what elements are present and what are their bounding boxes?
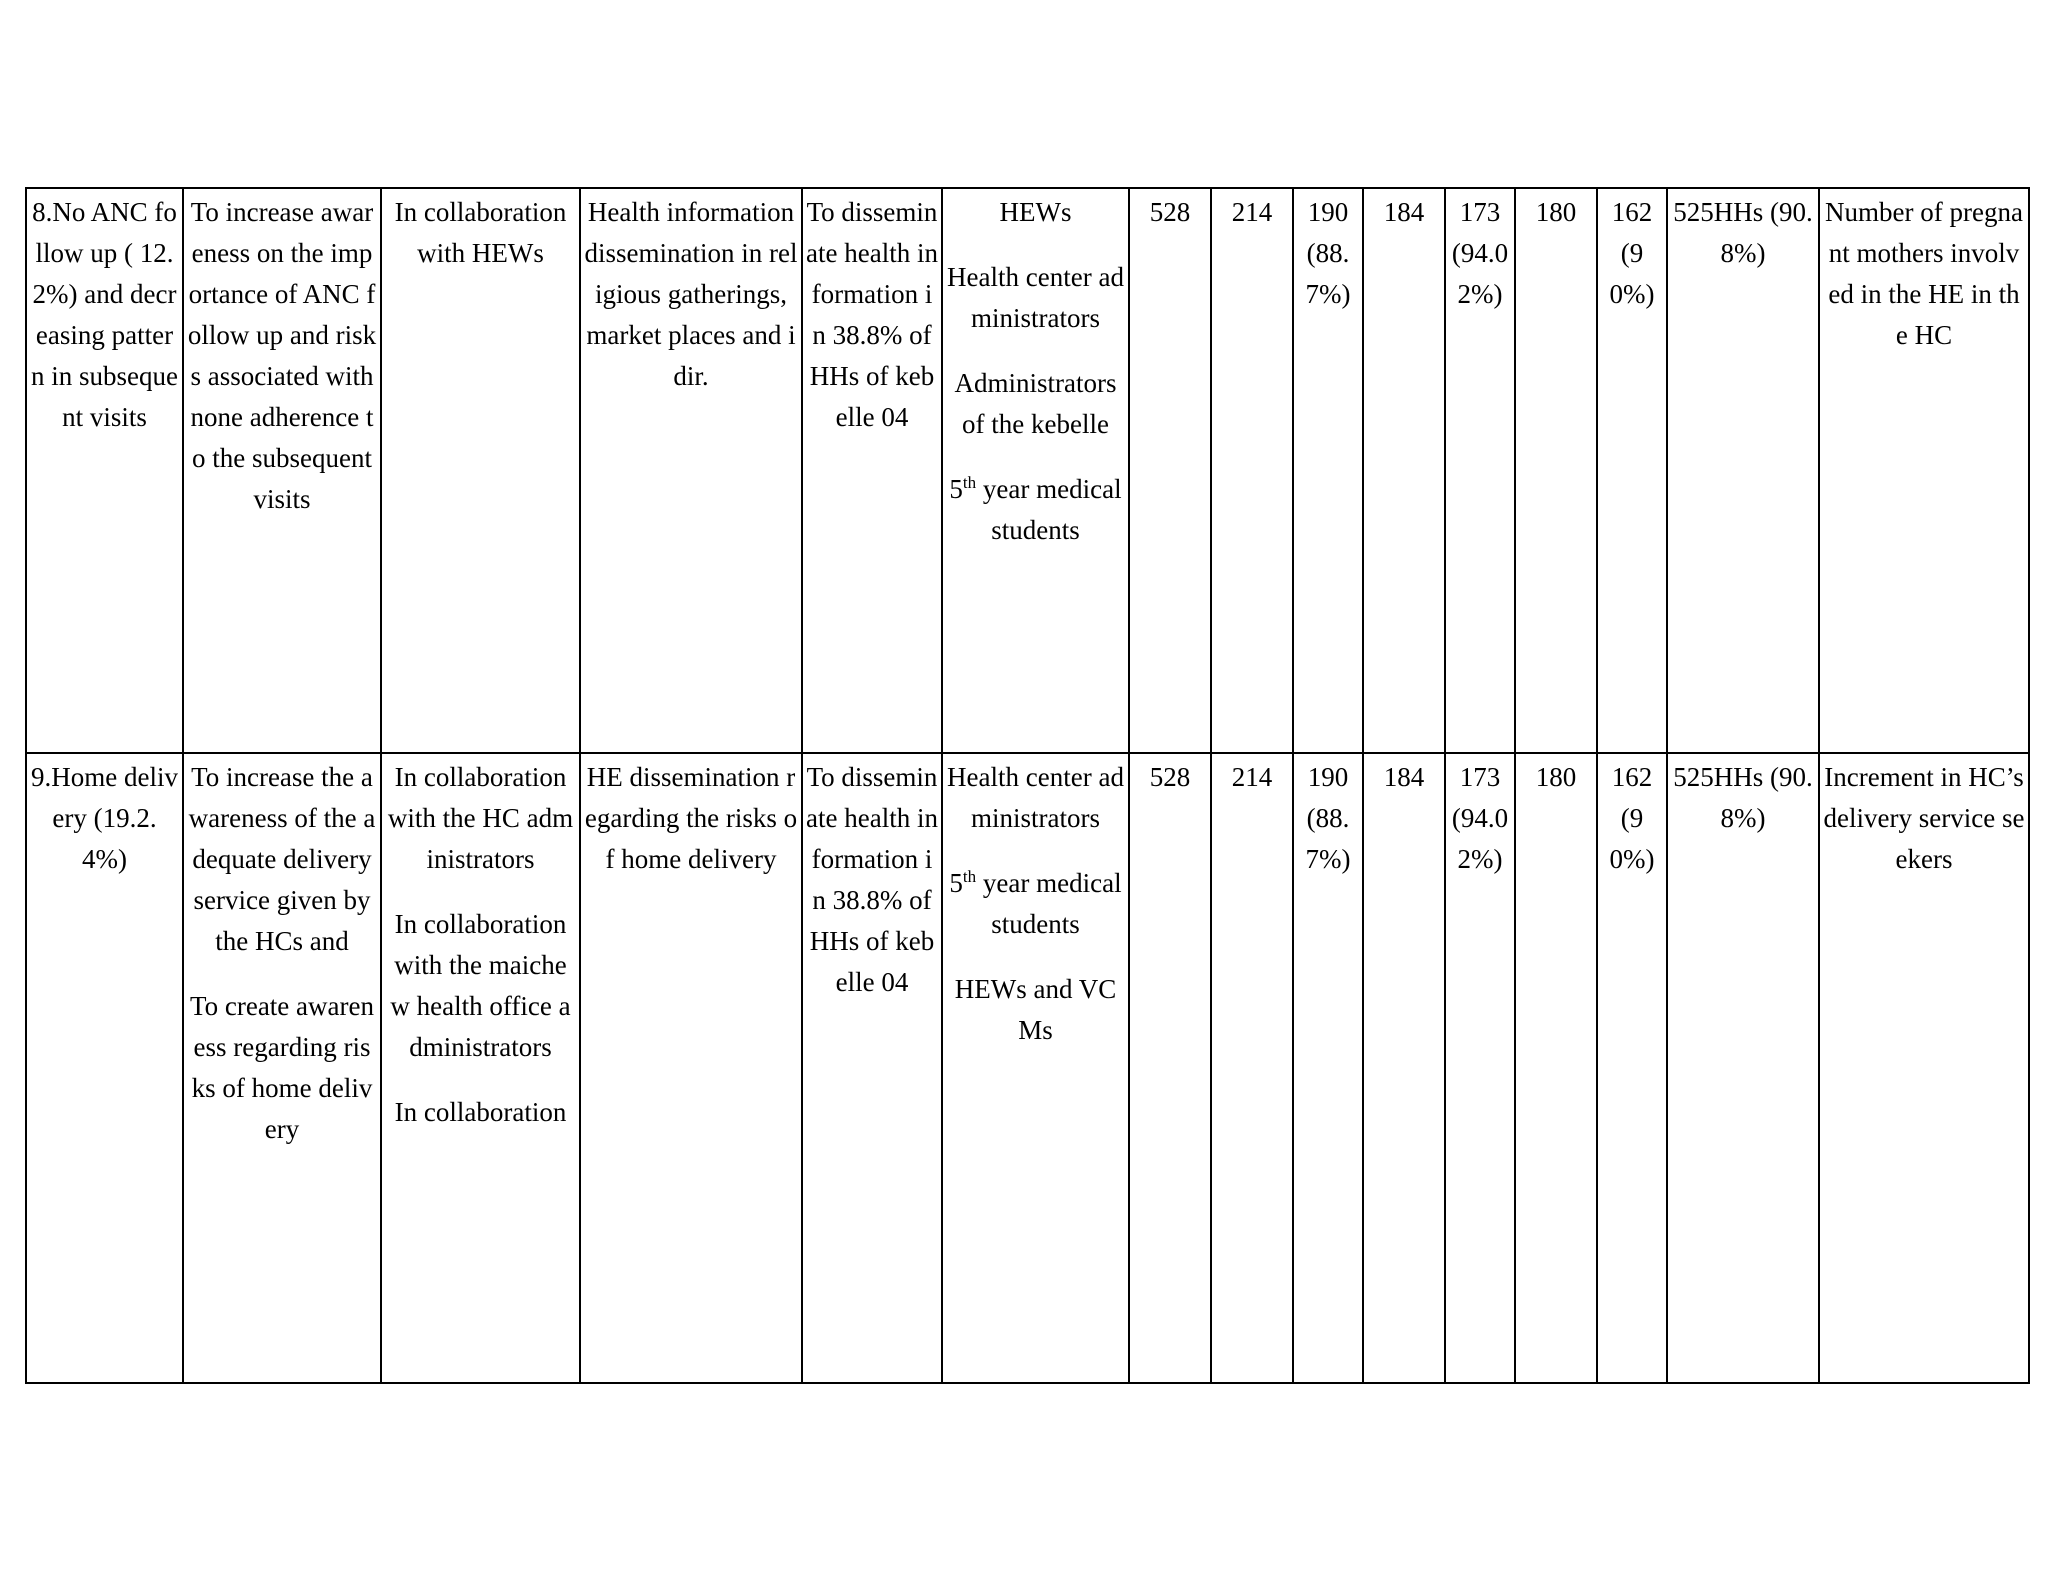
value-cell-3: 190(88.7%) [1293,188,1363,753]
value-cell-7: 162(90%) [1597,188,1667,753]
problem-cell: 9.Home delivery (19.2.4%) [26,753,183,1383]
activity-cell: Health information dissemination in religious gatherings, market places and idir. [580,188,802,753]
students-label: year medical students [976,868,1122,939]
responsible-students [946,469,1125,551]
strategy-cell [381,753,580,1383]
activity-cell: HE dissemination regarding the risks of home delivery [580,753,802,1383]
target-cell: To disseminate health information in 38.8% of HHs of kebelle 04 [802,188,942,753]
responsible-cell [942,753,1129,1383]
responsible-text: HEWs and VCMs [954,974,1117,1045]
value-cell-5: 173(94.02%) [1445,753,1515,1383]
table-row [26,753,2029,1383]
year-number: 5 [949,868,963,898]
value-cell-3: 190(88.7%) [1293,753,1363,1383]
strategy-cell [381,188,580,753]
responsible-cell [942,188,1129,753]
value-cell-1: 528 [1129,753,1211,1383]
value-cell-6: 180 [1515,753,1597,1383]
strategy-text: In collaboration with the maichew health office administrators [390,909,571,1062]
strategy-text: In collaboration with the HC administrators [387,762,574,874]
year-number: 5 [949,474,963,504]
value-cell-2: 214 [1211,753,1293,1383]
value-cell-5: 173(94.02%) [1445,188,1515,753]
responsible-text: Health center administrators [947,262,1124,333]
responsible-students [946,863,1125,945]
strategy-text: In collaboration with HEWs [394,197,567,268]
value-cell-8: 525HHs (90.8%) [1667,753,1819,1383]
indicator-cell: Number of pregnant mothers involved in the HE in the HC [1819,188,2029,753]
responsible-text: Health center administrators [947,762,1124,833]
objective-text: To increase the awareness of the adequate delivery service given by the HCs and [188,762,376,956]
responsible-text: HEWs [999,197,1072,227]
value-cell-1: 528 [1129,188,1211,753]
value-cell-6: 180 [1515,188,1597,753]
value-cell-8: 525HHs (90.8%) [1667,188,1819,753]
value-cell-4: 184 [1363,753,1445,1383]
value-cell-2: 214 [1211,188,1293,753]
value-cell-4: 184 [1363,188,1445,753]
objective-text: To increase awareness on the importance of ANC follow up and risks associated with none adherence to the subsequent visits [187,197,377,514]
ordinal-suffix: th [962,867,977,886]
action-plan-table [25,187,2030,1384]
table-row [26,188,2029,753]
ordinal-suffix: th [962,473,977,492]
responsible-text: Administrators of the kebelle [954,368,1117,439]
strategy-text: In collaboration [394,1097,567,1127]
objective-cell [183,753,381,1383]
objective-cell [183,188,381,753]
indicator-cell: Increment in HC’s delivery service seekers [1819,753,2029,1383]
value-cell-7: 162(90%) [1597,753,1667,1383]
objective-text: To create awareness regarding risks of home delivery [190,991,374,1144]
problem-cell: 8.No ANC follow up ( 12.2%) and decreasing pattern in subsequent visits [26,188,183,753]
target-cell: To disseminate health information in 38.8% of HHs of kebelle 04 [802,753,942,1383]
students-label: year medical students [976,474,1122,545]
